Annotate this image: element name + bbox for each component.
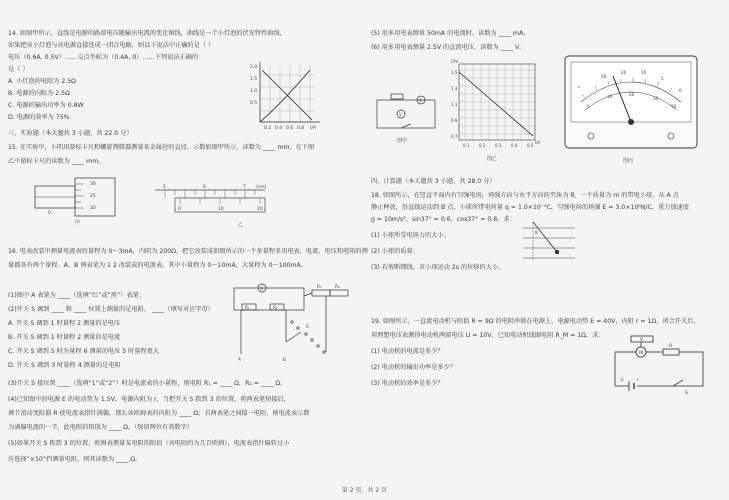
q18-line-3: g = 10m/s²，sin37° = 0.6，cos37° = 0.8。求： [371, 216, 516, 223]
q14-line-2: 如果把该小灯泡与该电源直接连成一闭合电路，则以下说法中正确的是（ ） [8, 42, 215, 49]
svg-text:R₃: R₃ [317, 284, 322, 289]
svg-text:R₄: R₄ [335, 284, 340, 289]
label-jia: 甲 [75, 220, 81, 226]
q19-item-2: (2) 电动机的输出功率是多少？ [371, 364, 456, 371]
svg-text:0.1: 0.1 [463, 143, 470, 148]
svg-text:0.3: 0.3 [495, 143, 502, 148]
svg-text:0.6: 0.6 [286, 126, 294, 131]
svg-text:0.2: 0.2 [479, 143, 486, 148]
svg-text:0.4: 0.4 [275, 126, 283, 131]
electric-field-figure [519, 218, 579, 264]
svg-text:0: 0 [178, 207, 181, 212]
svg-text:V: V [640, 338, 644, 343]
svg-text:(cm): (cm) [256, 185, 267, 190]
svg-text:25: 25 [90, 194, 96, 199]
q18-line-1: 18. 如图所示，在竖直平面内有匀强电场，场强方向与水平方向的夹角为 θ，一个质量为 m 的带电小球，从 A 点 [371, 192, 679, 199]
svg-text:50: 50 [671, 104, 677, 109]
svg-text:10: 10 [218, 207, 224, 212]
svg-text:1.3: 1.3 [451, 86, 458, 91]
svg-text:A: A [419, 98, 422, 103]
svg-text:M: M [639, 351, 643, 356]
q16-line-1: 16. 电表改装中测量电流表的量程为 0～3mA，内阻为 200Ω，把它改装成如图所示的一个多量程多用电表，电流、电压和电阻的测 [8, 248, 368, 255]
svg-text:50: 50 [601, 74, 607, 79]
svg-text:10: 10 [607, 94, 613, 99]
svg-text:r: r [637, 378, 639, 383]
right-column [367, 0, 729, 500]
svg-text:0: 0 [679, 88, 682, 93]
svg-text:B: B [283, 357, 286, 362]
caliper-figure [150, 184, 270, 230]
q16-item-c: C. 开关 S 调到 5 时为量程 6 测量的电压 5 时量程更大 [8, 348, 160, 355]
label-fig-a: 图甲 [397, 138, 408, 144]
svg-text:20: 20 [621, 70, 627, 75]
q16-item-5a: (5)如果开关 S 拨到 3 的位置，欧姆表测量某电阻的阻值（该电阻约为几百欧姆），电流表指针偏转过小 [8, 440, 290, 447]
svg-text:20: 20 [629, 92, 635, 97]
svg-text:U/V: U/V [451, 59, 459, 64]
q14-option-b: B. 电源的内阻为 2.5Ω [8, 90, 70, 97]
q19-item-3: (3) 电动机的效率是多少？ [371, 380, 444, 387]
svg-text:1.5: 1.5 [250, 77, 258, 82]
q16-item-a: A. 开关 S 调到 1 时量程 2 测量的是电压 [8, 320, 121, 327]
svg-text:10: 10 [641, 70, 647, 75]
q16-item-2: (2)开关 S 调到 ____ 和 ____ 位置上测量的是电阻。 ____（填写对应字母） [8, 306, 214, 313]
svg-text:0.7: 0.7 [451, 134, 458, 139]
section-3-title: 三、实验题（本大题共 3 小题，共 22.0 分） [8, 130, 133, 137]
svg-text:0.5: 0.5 [527, 143, 534, 148]
svg-text:0.2: 0.2 [264, 126, 272, 131]
svg-text:20: 20 [257, 207, 263, 212]
svg-text:G: G [260, 286, 264, 291]
svg-text:I/A: I/A [535, 140, 541, 145]
micrometer-figure [30, 176, 125, 226]
q16-item-4b: 调节滑动变阻器 R 使电流表指针满偏，那么该欧姆表的内阻为 ____ Ω；若两表笔之间接一电阻，则电流表示数 [8, 410, 310, 417]
label-fig-c: 图丙 [623, 158, 634, 164]
section-4-title: 四、计算题（本大题共 3 小题，共 28.0 分） [371, 178, 496, 185]
circuit-figure-a [371, 86, 443, 146]
svg-text:0.8: 0.8 [297, 126, 305, 131]
q16-item-4a: (4)已知图中的电源 E 的电动势为 1.5V，电源内阻为 r，当把开关 S 拨到 3 的位置，将两表笔短接后， [8, 396, 290, 403]
svg-text:0.9: 0.9 [451, 118, 458, 123]
svg-text:20: 20 [90, 206, 96, 211]
q14-line-1: 14. 如图甲所示，直线是电源的路端电压随输出电流的变化图线，曲线是一个小灯泡的伏安特性曲线， [8, 30, 286, 37]
svg-text:θ: θ [535, 230, 538, 235]
svg-text:5: 5 [661, 76, 664, 81]
q16-item-d: D. 开关 S 调到 3 时量程 4 测量的是电阻 [8, 362, 121, 369]
svg-text:R: R [669, 344, 673, 349]
svg-text:0: 0 [587, 104, 590, 109]
svg-text:30: 30 [90, 182, 96, 187]
svg-text:V: V [399, 112, 402, 117]
q15-line-2: 乙中游标卡尺的读数为 ____ mm。 [8, 158, 105, 165]
q16-item-1: (1)图中 A 表笔为 ____（选填“红”或“黑”）表笔； [8, 292, 145, 299]
svg-text:0.5: 0.5 [250, 101, 258, 106]
svg-text:6: 6 [203, 185, 206, 190]
multimeter-circuit [226, 282, 356, 364]
meter-dial-figure [561, 52, 701, 170]
svg-text:R₂: R₂ [273, 305, 278, 310]
label-fig-b: 图乙 [487, 156, 498, 162]
q14-option-a: A. 小灯泡的电阻为 2.5Ω [8, 78, 76, 85]
ui-graph-b [449, 56, 545, 166]
q18-line-2: 静止释放，沿直线运动到 B 点，小球所带电荷量 q = 1.0×10⁻⁶C，匀强电场的场强 E = 3.0×10⁶N/C，重力加速度 [371, 204, 689, 211]
motor-circuit [607, 334, 711, 396]
q18-item-2: (2) 小球的质量； [371, 248, 419, 255]
q14-line-3: 电压（0.6A, 0.5V）……交点坐标为（0.4A, 0）……下列说法正确的 [8, 54, 199, 61]
svg-text:2.0: 2.0 [250, 65, 258, 70]
q16-item-4c: 为满偏电流的一半，此电阻的阻值为 ____ Ω。（保留两位有效数字） [8, 424, 193, 431]
q19-line-1: 19. 如图所示，一直流电动机与阻值 R = 9Ω 的电阻串联在电源上，电源电动势 E = 40V，内阻 r = 1Ω，闭合开关后， [371, 318, 700, 325]
svg-text:S: S [306, 324, 309, 329]
svg-text:E: E [621, 378, 624, 383]
q18-item-3: (3) 若剪断细线，求小球运动 2s 的位移的大小。 [371, 264, 505, 271]
q16-item-b: B. 开关 S 调到 1 时量程 2 测量的是电流 [8, 334, 121, 341]
svg-text:1.0: 1.0 [250, 89, 258, 94]
svg-text:5: 5 [163, 185, 166, 190]
q16-item-3: (3)开关 S 接位置 ____（选填“1”或“2”）时是电流表的小量程，则电阻 R₁ = ____ Ω，R₂ = ____ Ω。 [8, 380, 287, 387]
svg-text:R₁: R₁ [245, 305, 250, 310]
q14-line-4: 是（ ） [8, 66, 29, 73]
q14-ui-graph [240, 60, 322, 132]
q17-line-5: (5) 用多用电表测量 50mA 的电流时，读数为 ____ mA。 [371, 30, 530, 37]
q16-item-5b: 应选择“×10”挡测量电阻，则其读数为 ____ Ω。 [8, 456, 142, 463]
svg-text:I/A: I/A [310, 126, 316, 131]
q14-option-d: D. 电源的效率为 75% [8, 114, 70, 121]
q17-line-6: (6) 用多用电表测量 2.5V 的直流电压，读数为 ____ V。 [371, 44, 526, 51]
svg-text:1.5: 1.5 [451, 70, 458, 75]
svg-text:30: 30 [653, 96, 659, 101]
q14-option-c: C. 电源的输出功率为 0.8W [8, 102, 84, 109]
q18-item-1: (1) 小球所受电场力的大小； [371, 232, 450, 239]
svg-text:∞: ∞ [577, 84, 581, 89]
q19-item-1: (1) 电动机的电流是多少？ [371, 348, 444, 355]
label-yi: 乙 [238, 222, 244, 228]
svg-text:0: 0 [48, 211, 51, 216]
svg-text:0.4: 0.4 [511, 143, 518, 148]
page-footer: 第 2 页，共 2 页 [341, 487, 388, 494]
q16-line-2: 量都各有两个量程。A、B 两表笔为 1 2 改装成的电流表，其中小量程为 0～10mA，大量程为 0～100mA。 [8, 262, 307, 269]
svg-text:1.1: 1.1 [451, 102, 458, 107]
svg-text:7: 7 [243, 185, 246, 190]
q15-line-1: 15. 在实验中，小明用游标卡尺和螺旋测微器测量某金属丝的直径，示数如图甲所示，读数为 ____ mm；在下图 [8, 144, 315, 151]
q19-line-2: 用理想电压表测得电动机两端电压 U = 10V，已知电动机线圈电阻 R_M = 1Ω，求： [371, 332, 605, 339]
svg-text:S: S [685, 391, 688, 396]
svg-text:A: A [238, 357, 241, 362]
